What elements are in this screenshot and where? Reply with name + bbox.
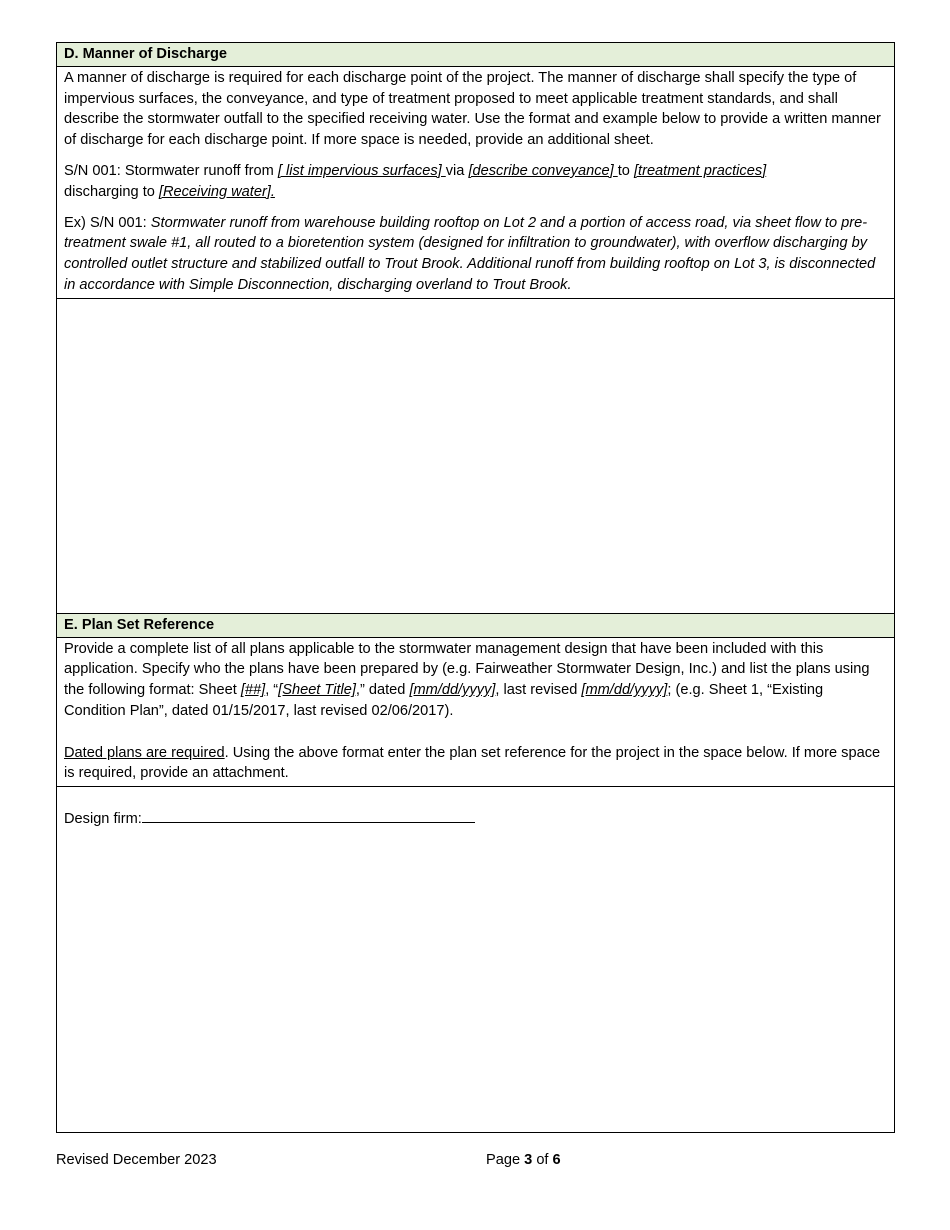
section-d-example bbox=[64, 213, 887, 296]
section-e-paragraph-1 bbox=[64, 639, 887, 722]
page-number: 3 bbox=[524, 1152, 533, 1168]
format-via: via bbox=[445, 162, 469, 179]
section-d-instructions bbox=[57, 66, 895, 298]
revision-note: Revised December 2023 bbox=[56, 1152, 217, 1168]
format-conveyance: [describe conveyance] bbox=[468, 162, 618, 179]
manner-of-discharge-entry[interactable] bbox=[57, 298, 895, 613]
section-d-title: D. Manner of Discharge bbox=[64, 46, 227, 62]
page-indicator bbox=[486, 1152, 561, 1168]
p1-text-a: Provide a complete list of all plans applicable to the stormwater management design that have been included with this application. Specify who the plans have been prepared by (e.g. Fairweather Stormwater Design, Inc.) and list the plans using the following format: Sheet bbox=[64, 640, 870, 699]
section-d-format bbox=[64, 161, 887, 203]
dated-plans-required: Dated plans are required bbox=[64, 744, 225, 761]
p1-title-placeholder: [Sheet Title] bbox=[278, 682, 356, 699]
p2-rest: . Using the above format enter the plan set reference for the project in the space below. If more space is required, provide an attachment. bbox=[64, 744, 881, 782]
example-text: Stormwater runoff from warehouse building rooftop on Lot 2 and a portion of access road, via sheet flow to pre-treatment swale #1, all routed to a bioretention system (designed for infiltration to groundwater), with overflow discharging by controlled outlet structure and stabilized outfall to Trout Brook. Additional runoff from building rooftop on Lot 3, is disconnected in accordance with Simple Disconnection, discharging overland to Trout Brook. bbox=[64, 214, 876, 293]
format-prefix: S/N 001: Stormwater runoff from bbox=[64, 162, 278, 179]
format-to: to bbox=[617, 162, 634, 179]
section-e-instructions bbox=[57, 637, 895, 787]
p1-text-c: ,” dated bbox=[355, 682, 410, 699]
of-word: of bbox=[532, 1152, 553, 1168]
page-total: 6 bbox=[552, 1152, 561, 1168]
format-treatment: [treatment practices] bbox=[633, 162, 767, 179]
p1-text-d: , last revised bbox=[495, 682, 582, 699]
design-firm-label: Design firm: bbox=[64, 811, 142, 828]
p1-text-b: , “ bbox=[265, 682, 279, 699]
plan-set-entry[interactable] bbox=[57, 787, 895, 1133]
p1-revised-placeholder: [mm/dd/yyyy] bbox=[581, 682, 668, 699]
page-word: Page bbox=[486, 1152, 525, 1168]
format-receiving: [Receiving water]. bbox=[158, 183, 275, 200]
format-surfaces: [ list impervious surfaces] bbox=[277, 162, 446, 179]
example-prefix: Ex) S/N 001: bbox=[64, 214, 151, 231]
section-e-header bbox=[57, 613, 895, 637]
p1-text-e: ; (e.g. Sheet 1, “Existing Condition Plan”, dated 01/15/2017, last revised 02/06/2017). bbox=[64, 682, 824, 719]
section-e-paragraph-2 bbox=[64, 743, 887, 785]
form-table bbox=[56, 42, 895, 1133]
format-discharging: discharging to bbox=[64, 183, 159, 200]
p1-date-placeholder: [mm/dd/yyyy] bbox=[409, 682, 496, 699]
section-e-title: E. Plan Set Reference bbox=[64, 616, 215, 633]
section-d-header bbox=[57, 43, 895, 67]
section-d-intro: A manner of discharge is required for each discharge point of the project. The manner of discharge shall specify the type of impervious surfaces, the conveyance, and type of treatment proposed to meet applicable treatment standards, and shall describe the stormwater outfall to the specified receiving water. Use the format and example below to provide a written manner of discharge for each discharge point. If more space is needed, provide an additional sheet. bbox=[64, 69, 881, 149]
p1-sheet-placeholder: [##] bbox=[240, 682, 266, 699]
design-firm-field[interactable] bbox=[142, 808, 475, 823]
